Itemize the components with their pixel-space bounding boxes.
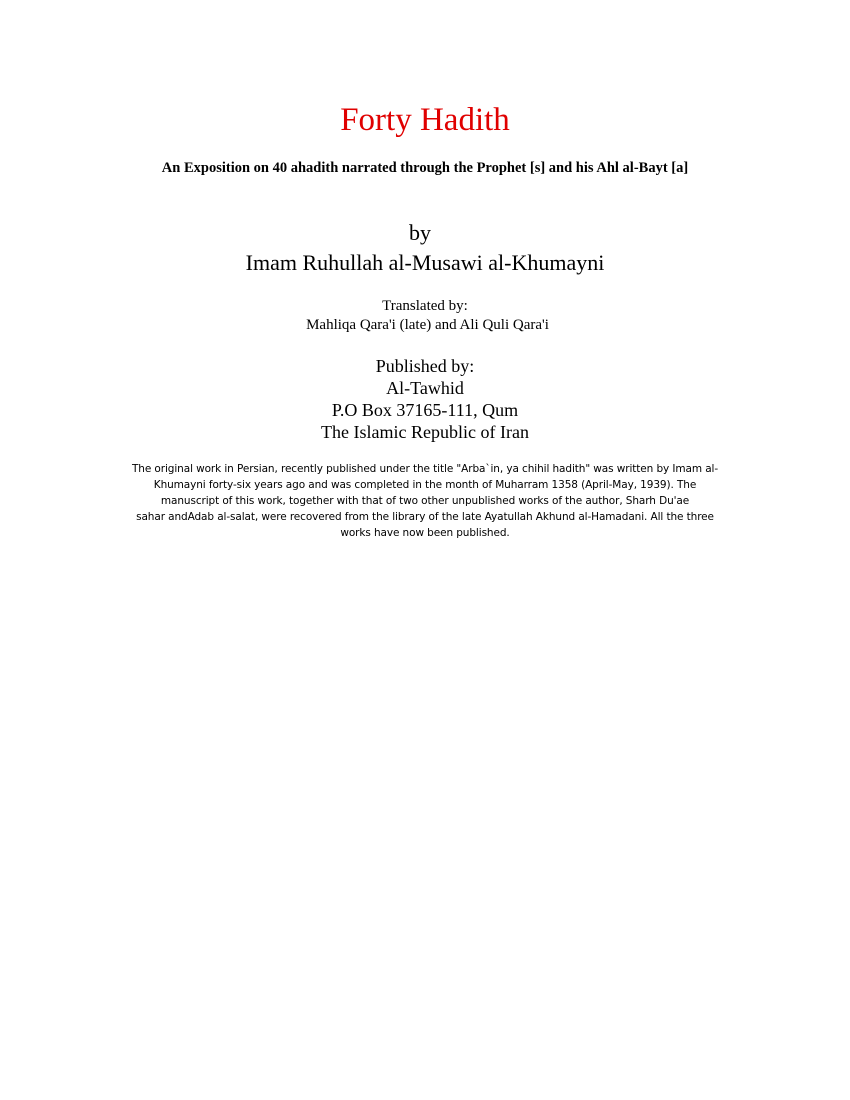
translators-names: Mahliqa Qara'i (late) and Ali Quli Qara'i: [306, 317, 549, 333]
original-work-note: [100, 461, 750, 541]
author-name: Imam Ruhullah al-Musawi al-Khumayni: [245, 250, 605, 275]
publisher-address: P.O Box 37165-111, Qum: [331, 400, 519, 420]
publisher-name: Al-Tawhid: [386, 378, 464, 398]
note-line: Khumayni forty-six years ago and was completed in the month of Muharram 1358 (April-May, 1939). The: [153, 479, 697, 491]
translated-by-label: Translated by:: [382, 298, 468, 314]
by-label: by: [409, 220, 431, 245]
published-by-label: Published by:: [375, 356, 475, 376]
publisher-block: [0, 355, 850, 443]
note-line: The original work in Persian, recently published under the title "Arba`in, ya chihil hadith" was written by Imam al-: [131, 463, 719, 475]
note-line: works have now been published.: [340, 527, 510, 539]
document-title: Forty Hadith: [340, 102, 510, 138]
note-line: manuscript of this work, together with that of two other unpublished works of the author, Sharh Du'ae: [160, 495, 690, 507]
note-line: sahar andAdab al-salat, were recovered from the library of the late Ayatullah Akhund al-Hamadani. All the three: [136, 511, 714, 523]
publisher-country: The Islamic Republic of Iran: [321, 422, 529, 442]
document-subtitle: An Exposition on 40 ahadith narrated through the Prophet [s] and his Ahl al-Bayt [a]: [161, 160, 689, 176]
